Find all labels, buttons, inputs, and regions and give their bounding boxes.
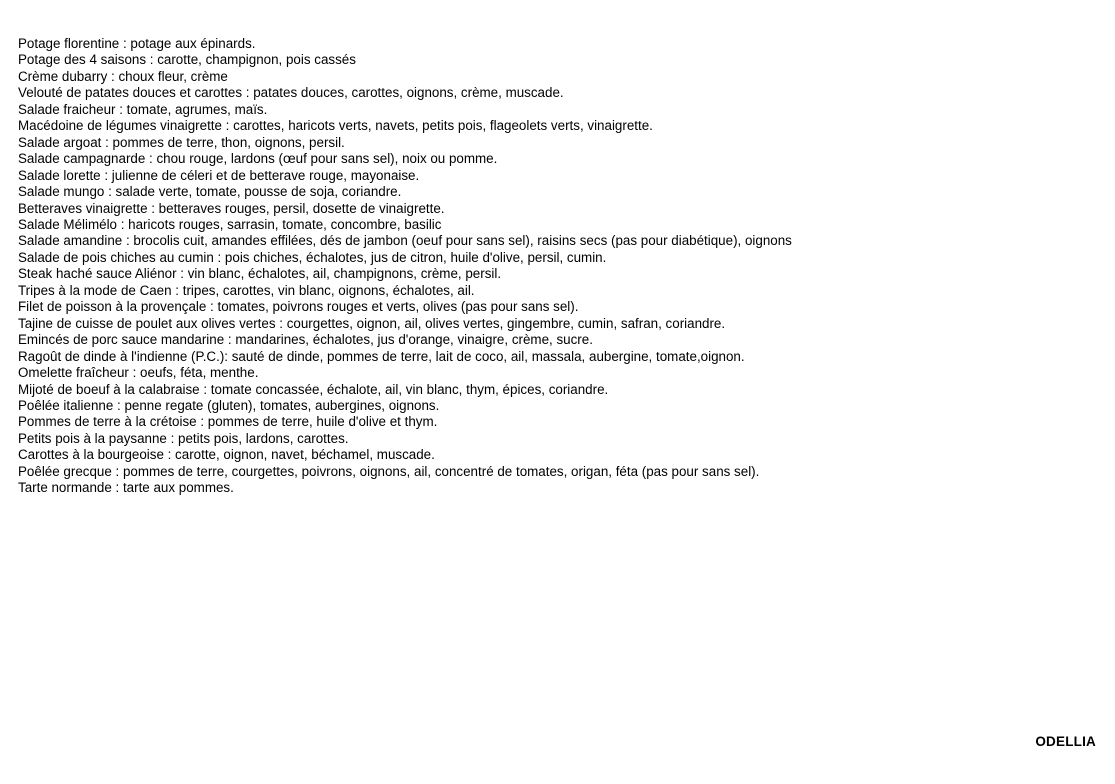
menu-description-list — [18, 36, 792, 497]
menu-item-poelee-italienne: Poêlée italienne : penne regate (gluten), tomates, aubergines, oignons. — [18, 397, 440, 413]
menu-item-salade-argoat: Salade argoat : pommes de terre, thon, oignons, persil. — [18, 134, 345, 150]
menu-item-pommes-de-terre-cretoise: Pommes de terre à la crétoise : pommes de terre, huile d'olive et thym. — [18, 414, 438, 430]
menu-item-veloute-patates-douces: Velouté de patates douces et carottes : patates douces, carottes, oignons, crème, muscade. — [18, 85, 564, 101]
menu-item-mijote-boeuf-calabraise: Mijoté de boeuf à la calabraise : tomate concassée, échalote, ail, vin blanc, thym, épices, coriandre. — [18, 381, 609, 397]
menu-item-ragout-dinde-indienne: Ragoût de dinde à l'indienne (P.C.): sauté de dinde, pommes de terre, lait de coco, ail, massala, aubergine, tomate,oignon. — [18, 348, 745, 364]
menu-item-omelette-fraicheur: Omelette fraîcheur : oeufs, féta, menthe. — [18, 365, 259, 381]
menu-item-emince-porc-mandarine: Emincés de porc sauce mandarine : mandarines, échalotes, jus d'orange, vinaigre, crème, sucre. — [18, 332, 593, 348]
menu-item-potage-florentine: Potage florentine : potage aux épinards. — [18, 36, 256, 51]
menu-item-betteraves-vinaigrette: Betteraves vinaigrette : betteraves rouges, persil, dosette de vinaigrette. — [18, 200, 445, 216]
menu-item-petits-pois-paysanne: Petits pois à la paysanne : petits pois, lardons, carottes. — [18, 430, 349, 446]
menu-item-potage-4-saisons: Potage des 4 saisons : carotte, champignon, pois cassés — [18, 52, 356, 68]
menu-item-tarte-normande: Tarte normande : tarte aux pommes. — [18, 480, 234, 496]
menu-item-salade-pois-chiches: Salade de pois chiches au cumin : pois chiches, échalotes, jus de citron, huile d'olive, persil, cumin. — [18, 249, 607, 265]
menu-item-salade-amandine: Salade amandine : brocolis cuit, amandes effilées, dés de jambon (oeuf pour sans sel), raisins secs (pas pour diabétique), oignons — [18, 233, 792, 249]
menu-item-creme-dubarry: Crème dubarry : choux fleur, crème — [18, 68, 228, 84]
menu-item-macedoine-legumes: Macédoine de légumes vinaigrette : carottes, haricots verts, navets, petits pois, flageolets verts, vinaigrette. — [18, 118, 653, 134]
menu-item-salade-lorette: Salade lorette : julienne de céleri et de betterave rouge, mayonaise. — [18, 167, 420, 183]
brand-logo-text: ODELLIA — [1035, 734, 1096, 749]
menu-item-steak-hache-alienor: Steak haché sauce Aliénor : vin blanc, échalotes, ail, champignons, crème, persil. — [18, 266, 502, 282]
menu-item-salade-melimelo: Salade Mélimélo : haricots rouges, sarrasin, tomate, concombre, basilic — [18, 216, 442, 232]
menu-item-carottes-bourgeoise: Carottes à la bourgeoise : carotte, oignon, navet, béchamel, muscade. — [18, 447, 435, 463]
menu-item-filet-poisson-provencale: Filet de poisson à la provençale : tomates, poivrons rouges et verts, olives (pas pour sans sel). — [18, 299, 579, 315]
menu-item-salade-mungo: Salade mungo : salade verte, tomate, pousse de soja, coriandre. — [18, 184, 402, 200]
menu-item-tajine-poulet: Tajine de cuisse de poulet aux olives vertes : courgettes, oignon, ail, olives vertes, gingembre, cumin, safran, coriandre. — [18, 315, 726, 331]
menu-item-salade-fraicheur: Salade fraicheur : tomate, agrumes, maïs. — [18, 101, 268, 117]
menu-item-salade-campagnarde: Salade campagnarde : chou rouge, lardons (œuf pour sans sel), noix ou pomme. — [18, 151, 498, 167]
menu-item-poelee-grecque: Poêlée grecque : pommes de terre, courgettes, poivrons, oignons, ail, concentré de tomates, origan, féta (pas pour sans sel). — [18, 463, 760, 479]
menu-item-tripes-caen: Tripes à la mode de Caen : tripes, carottes, vin blanc, oignons, échalotes, ail. — [18, 282, 475, 298]
